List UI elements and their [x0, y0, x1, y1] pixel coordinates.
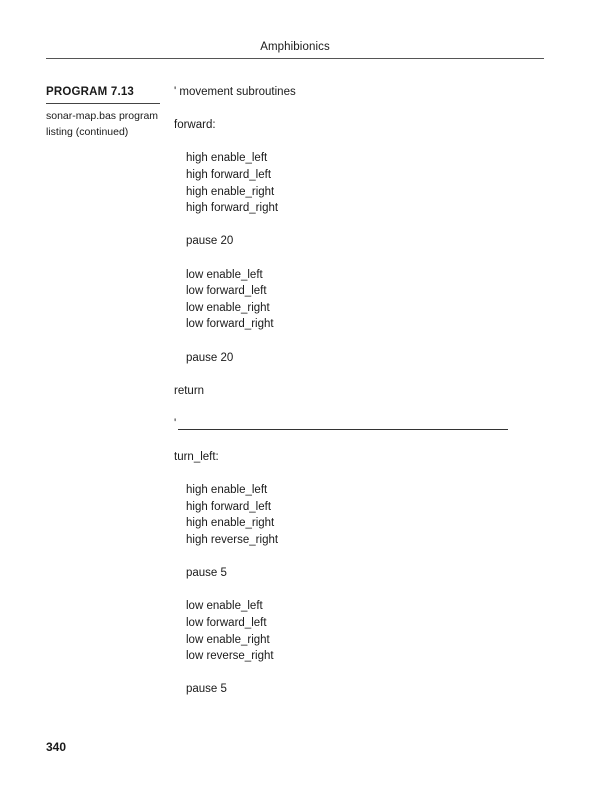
program-caption	[46, 108, 164, 140]
code-blank-line	[174, 665, 544, 682]
code-line: low enable_left	[186, 268, 263, 281]
code-line: high enable_left	[186, 484, 268, 497]
code-line: pause 20	[186, 351, 234, 364]
code-line: ' movement subroutines	[174, 86, 296, 98]
code-line: low forward_right	[186, 318, 274, 331]
code-blank-line	[174, 101, 544, 118]
code-line: low forward_left	[186, 285, 267, 298]
code-divider-tick: '	[174, 417, 177, 430]
code-listing	[174, 84, 544, 698]
code-blank-line	[174, 549, 544, 566]
code-line: low enable_right	[186, 301, 270, 314]
program-sidebar	[46, 86, 164, 140]
code-blank-line	[174, 399, 544, 416]
code-line: high reverse_right	[186, 534, 279, 547]
code-line: low enable_right	[186, 633, 270, 646]
program-label: PROGRAM 7.13	[46, 86, 135, 98]
code-line: high forward_left	[186, 500, 272, 513]
code-line: high enable_right	[186, 517, 275, 530]
code-line: high forward_right	[186, 202, 279, 215]
code-line: turn_left:	[174, 451, 219, 464]
running-head-title: Amphibionics	[260, 41, 330, 53]
header-rule	[46, 58, 544, 59]
code-line: pause 5	[186, 567, 227, 580]
code-line: pause 20	[186, 235, 234, 248]
code-line: return	[174, 384, 205, 397]
code-blank-line	[174, 366, 544, 383]
code-blank-line	[174, 217, 544, 234]
code-line: low reverse_right	[186, 650, 274, 663]
code-divider	[174, 416, 544, 433]
code-line: high enable_left	[186, 152, 268, 165]
code-divider-rule	[178, 429, 508, 430]
code-blank-line	[174, 466, 544, 483]
code-blank-line	[174, 582, 544, 599]
caption-line: sonar-map.bas program	[46, 110, 159, 122]
code-blank-line	[174, 333, 544, 350]
code-line: high forward_left	[186, 168, 272, 181]
code-blank-line	[174, 432, 544, 449]
code-line: low enable_left	[186, 600, 263, 613]
code-blank-line	[174, 250, 544, 267]
code-blank-line	[174, 134, 544, 151]
code-line: pause 5	[186, 683, 227, 696]
code-line: forward:	[174, 119, 216, 132]
page-number: 340	[46, 740, 67, 754]
code-line: high enable_right	[186, 185, 275, 198]
code-line: low forward_left	[186, 617, 267, 629]
caption-line: listing (continued)	[46, 126, 129, 138]
sidebar-rule	[46, 103, 160, 104]
